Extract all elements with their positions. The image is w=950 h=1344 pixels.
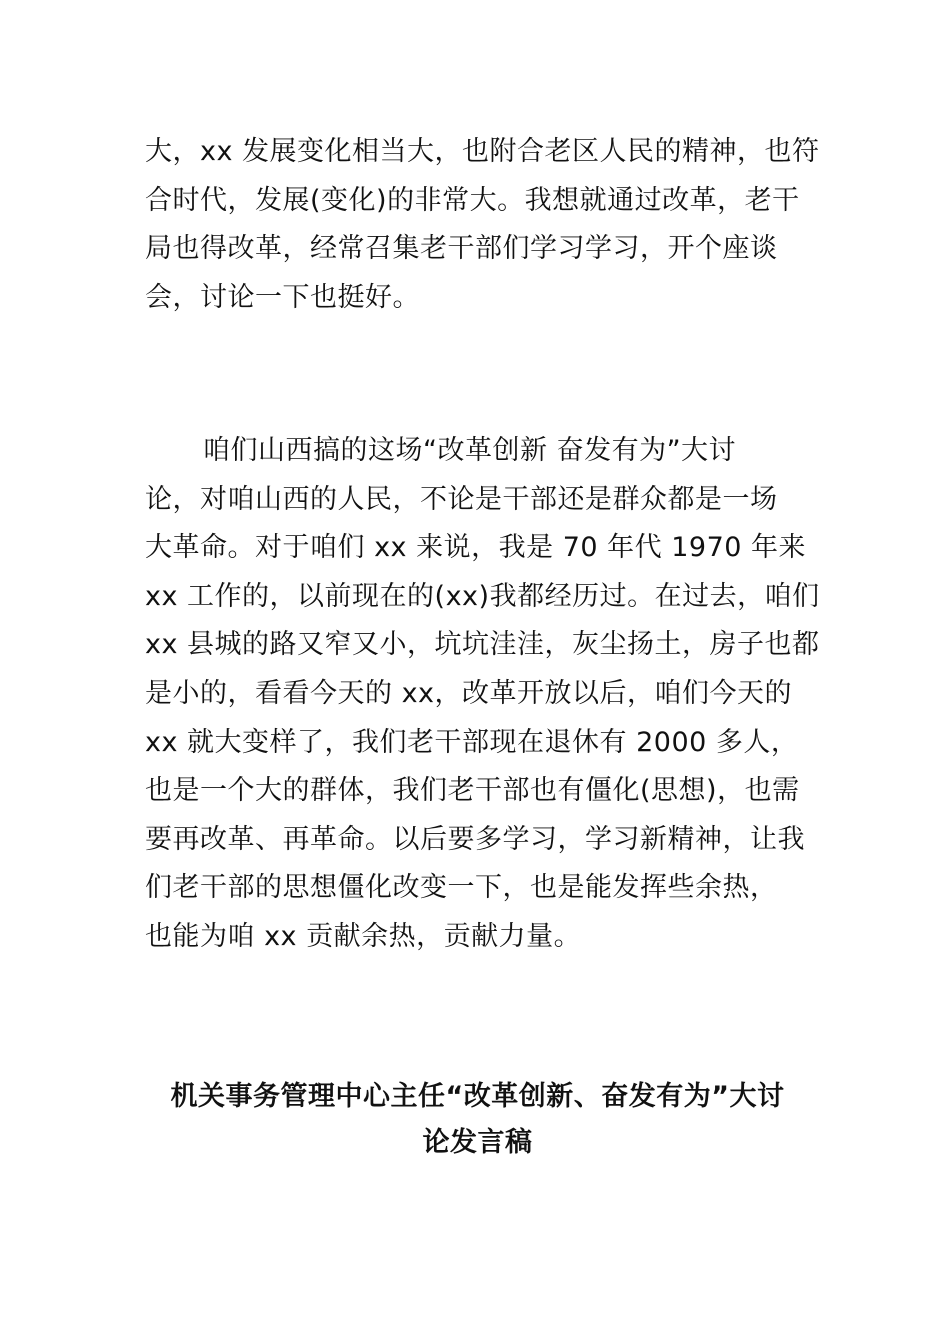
text-line: xx 县城的路又窄又小，坑坑洼洼，灰尘扬土，房子也都 xyxy=(145,629,820,661)
paragraph-continuation xyxy=(145,128,820,322)
text-line: 论，对咱山西的人民，不论是干部还是群众都是一场 xyxy=(145,483,778,515)
heading-line: 论发言稿 xyxy=(422,1127,533,1158)
text-line-indented: 咱们山西搞的这场“改革创新 奋发有为”大讨 xyxy=(203,435,737,466)
text-line: 会，讨论一下也挺好。 xyxy=(145,281,420,313)
text-line: xx 工作的，以前现在的(xx)我都经历过。在过去，咱们 xyxy=(145,580,820,612)
section-heading xyxy=(145,1074,810,1166)
text-line: 们老干部的思想僵化改变一下，也是能发挥些余热， xyxy=(145,872,778,904)
text-line: 大革命。对于咱们 xx 来说，我是 70 年代 1970 年来 xyxy=(145,532,807,564)
text-line: 大，xx 发展变化相当大，也附合老区人民的精神，也符 xyxy=(145,136,820,167)
text-line: 合时代，发展(变化)的非常大。我想就通过改革，老干 xyxy=(145,184,800,216)
paragraph-speech xyxy=(145,427,820,962)
text-line: xx 就大变样了，我们老干部现在退休有 2000 多人， xyxy=(145,726,799,758)
text-line: 是小的，看看今天的 xx，改革开放以后，咱们今天的 xyxy=(145,677,793,709)
text-line: 局也得改革，经常召集老干部们学习学习，开个座谈 xyxy=(145,233,778,265)
heading-line: 机关事务管理中心主任“改革创新、奋发有为”大讨 xyxy=(170,1081,785,1112)
text-line: 也是一个大的群体，我们老干部也有僵化(思想)，也需 xyxy=(145,775,800,807)
text-line: 也能为咱 xx 贡献余热，贡献力量。 xyxy=(145,920,582,952)
text-line: 要再改革、再革命。以后要多学习，学习新精神，让我 xyxy=(145,823,805,855)
